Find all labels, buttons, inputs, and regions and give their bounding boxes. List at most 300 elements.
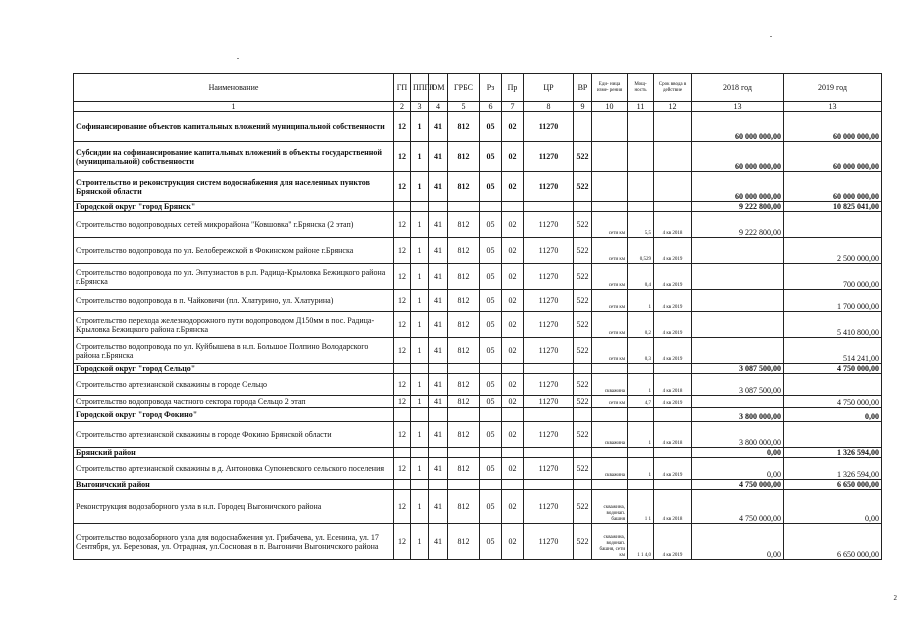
cell-cr (524, 448, 574, 458)
cell-name: Строительство водопровода в п. Чайковичи (пл. Хлатурино, ул. Хлатурина) (74, 290, 394, 312)
cell-cap (628, 202, 654, 212)
cell-pr (502, 448, 524, 458)
cell-date (654, 112, 692, 142)
cell-om: 41 (429, 312, 448, 338)
cell-name: Городской округ "город Сельцо" (74, 364, 394, 374)
cell-unit (592, 172, 628, 202)
table-row (74, 458, 882, 480)
cell-cr (524, 364, 574, 374)
cell-name: Строительство перехода железнодорожного пути водопроводом Д150мм в пос. Радица-Крыловка Бежицкого района г.Брянска (74, 312, 394, 338)
cell-vr (574, 112, 592, 142)
scan-speck (237, 58, 239, 59)
cell-vr: 522 (574, 524, 592, 560)
column-number: 8 (524, 102, 574, 112)
section-row (74, 364, 882, 374)
cell-grbs: 812 (448, 290, 480, 312)
cell-pr: 02 (502, 396, 524, 408)
cell-date: 4 кв 2018 (654, 422, 692, 448)
cell-name: Субсидии на софинансирование капитальных вложений в объекты государственной (муниципальной) собственности (74, 142, 394, 172)
cell-cr: 11270 (524, 458, 574, 480)
cell-ppg: 1 (411, 374, 429, 396)
cell-date: 4 кв 2019 (654, 396, 692, 408)
cell-unit (592, 112, 628, 142)
cell-vr: 522 (574, 172, 592, 202)
cell-cr: 11270 (524, 312, 574, 338)
section-row (74, 480, 882, 490)
cell-y2018: 4 750 000,00 (692, 480, 784, 490)
cell-gp (394, 480, 411, 490)
cell-name: Строительство водопроводных сетей микрорайона "Ковшовка" г.Брянска (2 этап) (74, 212, 394, 238)
cell-y2019: 0,00 (784, 408, 882, 422)
cell-unit (592, 202, 628, 212)
cell-ppg: 1 (411, 312, 429, 338)
section-row (74, 408, 882, 422)
table-row (74, 374, 882, 396)
cell-pr: 02 (502, 172, 524, 202)
cell-pr: 02 (502, 524, 524, 560)
cell-grbs: 812 (448, 458, 480, 480)
cell-unit: скважина (592, 422, 628, 448)
cell-y2018 (692, 264, 784, 290)
cell-date (654, 172, 692, 202)
cell-gp: 12 (394, 142, 411, 172)
cell-gp: 12 (394, 458, 411, 480)
cell-ppg: 1 (411, 142, 429, 172)
cell-rz: 05 (480, 490, 502, 524)
header-unit: Еди- ница изме- рения (592, 74, 628, 102)
column-number: 13 (692, 102, 784, 112)
table-row (74, 264, 882, 290)
header-row (74, 74, 882, 102)
cell-y2019: 60 000 000,00 (784, 142, 882, 172)
cell-date: 4 кв 2018 (654, 212, 692, 238)
cell-pr: 02 (502, 312, 524, 338)
cell-cap: 1 (628, 458, 654, 480)
cell-vr: 522 (574, 422, 592, 448)
cell-cap (628, 408, 654, 422)
cell-ppg (411, 480, 429, 490)
cell-cap (628, 480, 654, 490)
cell-rz (480, 364, 502, 374)
column-number: 2 (394, 102, 411, 112)
cell-pr: 02 (502, 290, 524, 312)
cell-cap: 1 (628, 422, 654, 448)
cell-cap (628, 172, 654, 202)
cell-y2019: 2 500 000,00 (784, 238, 882, 264)
cell-name: Реконструкция водозаборного узла в н.п. Городец Выгоничского района (74, 490, 394, 524)
cell-rz: 05 (480, 312, 502, 338)
cell-y2018: 60 000 000,00 (692, 112, 784, 142)
header-2019: 2019 год (784, 74, 882, 102)
cell-y2019: 514 241,00 (784, 338, 882, 364)
cell-rz: 05 (480, 396, 502, 408)
cell-y2018: 3 800 000,00 (692, 422, 784, 448)
cell-ppg: 1 (411, 172, 429, 202)
cell-grbs (448, 480, 480, 490)
cell-name: Строительство водопровода по ул. Белобережской в Фокинском районе г.Брянска (74, 238, 394, 264)
header-name: Наименование (74, 74, 394, 102)
cell-cr: 11270 (524, 338, 574, 364)
cell-y2018 (692, 338, 784, 364)
cell-gp (394, 408, 411, 422)
cell-date (654, 480, 692, 490)
cell-name: Софинансирование объектов капитальных вложений муниципальной собственности (74, 112, 394, 142)
column-number: 7 (502, 102, 524, 112)
cell-name: Строительство артезианской скважины в городе Фокино Брянской области (74, 422, 394, 448)
cell-unit (592, 480, 628, 490)
cell-y2019 (784, 212, 882, 238)
header-pr: Пр (502, 74, 524, 102)
cell-gp (394, 448, 411, 458)
column-number: 4 (429, 102, 448, 112)
cell-y2019: 5 410 800,00 (784, 312, 882, 338)
cell-om: 41 (429, 112, 448, 142)
cell-om: 41 (429, 374, 448, 396)
cell-name: Строительство водопровода частного сектора города Сельцо 2 этап (74, 396, 394, 408)
cell-unit: скважина (592, 374, 628, 396)
cell-gp: 12 (394, 374, 411, 396)
column-number: 3 (411, 102, 429, 112)
cell-unit: сети км (592, 238, 628, 264)
cell-pr (502, 202, 524, 212)
cell-vr: 522 (574, 374, 592, 396)
cell-rz: 05 (480, 338, 502, 364)
table-row (74, 290, 882, 312)
cell-gp: 12 (394, 264, 411, 290)
cell-y2019: 4 750 000,00 (784, 396, 882, 408)
cell-cap: 4,7 (628, 396, 654, 408)
cell-pr: 02 (502, 490, 524, 524)
cell-y2018 (692, 290, 784, 312)
column-number: 6 (480, 102, 502, 112)
table-row (74, 524, 882, 560)
cell-om (429, 448, 448, 458)
scan-speck (770, 36, 772, 37)
cell-unit: сети км (592, 312, 628, 338)
cell-cr (524, 408, 574, 422)
cell-ppg (411, 202, 429, 212)
cell-cr: 11270 (524, 422, 574, 448)
cell-cap: 0,529 (628, 238, 654, 264)
cell-date (654, 202, 692, 212)
cell-ppg: 1 (411, 238, 429, 264)
cell-rz: 05 (480, 290, 502, 312)
cell-gp: 12 (394, 112, 411, 142)
header-grbs: ГРБС (448, 74, 480, 102)
page-number: 2 (893, 594, 897, 602)
cell-cr: 11270 (524, 142, 574, 172)
cell-name: Брянский район (74, 448, 394, 458)
cell-om: 41 (429, 172, 448, 202)
cell-om: 41 (429, 524, 448, 560)
cell-y2019: 700 000,00 (784, 264, 882, 290)
cell-cr: 11270 (524, 490, 574, 524)
budget-table (73, 73, 882, 560)
cell-gp (394, 202, 411, 212)
cell-om: 41 (429, 422, 448, 448)
cell-rz (480, 448, 502, 458)
cell-vr: 522 (574, 312, 592, 338)
cell-date (654, 364, 692, 374)
cell-y2019: 4 750 000,00 (784, 364, 882, 374)
cell-date: 4 кв 2019 (654, 290, 692, 312)
cell-y2018: 60 000 000,00 (692, 142, 784, 172)
cell-ppg: 1 (411, 112, 429, 142)
cell-date: 4 кв 2018 (654, 490, 692, 524)
header-2018: 2018 год (692, 74, 784, 102)
cell-pr: 02 (502, 142, 524, 172)
cell-om: 41 (429, 264, 448, 290)
cell-om: 41 (429, 338, 448, 364)
cell-vr: 522 (574, 212, 592, 238)
cell-unit: скважина (592, 458, 628, 480)
cell-gp: 12 (394, 212, 411, 238)
cell-rz: 05 (480, 422, 502, 448)
cell-cap (628, 112, 654, 142)
cell-ppg: 1 (411, 212, 429, 238)
cell-name: Городской округ "город Брянск" (74, 202, 394, 212)
cell-rz: 05 (480, 264, 502, 290)
header-commission: Срок ввода в действие (654, 74, 692, 102)
cell-cr (524, 202, 574, 212)
cell-gp: 12 (394, 312, 411, 338)
cell-grbs: 812 (448, 264, 480, 290)
cell-pr: 02 (502, 374, 524, 396)
budget-table-sheet (73, 73, 882, 560)
cell-cr (524, 480, 574, 490)
cell-y2019: 6 650 000,00 (784, 524, 882, 560)
cell-vr: 522 (574, 142, 592, 172)
cell-rz (480, 408, 502, 422)
cell-grbs: 812 (448, 490, 480, 524)
header-om: ОМ (429, 74, 448, 102)
cell-ppg: 1 (411, 458, 429, 480)
cell-gp: 12 (394, 422, 411, 448)
cell-unit (592, 364, 628, 374)
cell-y2018 (692, 238, 784, 264)
column-number: 5 (448, 102, 480, 112)
column-number: 10 (592, 102, 628, 112)
table-row (74, 212, 882, 238)
cell-cap: 1 1 4,0 (628, 524, 654, 560)
cell-unit: сети км (592, 338, 628, 364)
section-row (74, 172, 882, 202)
cell-date (654, 448, 692, 458)
section-row (74, 142, 882, 172)
cell-name: Строительство водопровода по ул. Куйбышева в н.п. Большое Полпино Володарского района г.Брянска (74, 338, 394, 364)
cell-unit (592, 142, 628, 172)
cell-gp: 12 (394, 238, 411, 264)
cell-cap (628, 142, 654, 172)
cell-y2019: 60 000 000,00 (784, 172, 882, 202)
cell-om (429, 202, 448, 212)
cell-cap (628, 448, 654, 458)
cell-date: 4 кв 2019 (654, 312, 692, 338)
column-number: 13 (784, 102, 882, 112)
cell-unit (592, 448, 628, 458)
cell-pr: 02 (502, 238, 524, 264)
cell-cap: 1 (628, 374, 654, 396)
cell-name: Строительство водозаборного узла для водоснабжения ул. Грибачева, ул. Есенина, ул. 17 Сентября, ул. Березовая, ул. Отрадная, ул.Сосновая в п. Выгоничи Выгоничского района (74, 524, 394, 560)
cell-y2018: 3 800 000,00 (692, 408, 784, 422)
cell-date (654, 408, 692, 422)
cell-om (429, 364, 448, 374)
cell-y2018: 3 087 500,00 (692, 374, 784, 396)
cell-cap: 0,2 (628, 312, 654, 338)
cell-rz (480, 480, 502, 490)
cell-ppg: 1 (411, 524, 429, 560)
cell-vr (574, 408, 592, 422)
cell-grbs (448, 202, 480, 212)
cell-y2019: 0,00 (784, 490, 882, 524)
cell-y2018: 9 222 800,00 (692, 212, 784, 238)
cell-gp: 12 (394, 524, 411, 560)
cell-vr (574, 364, 592, 374)
cell-cap: 0,3 (628, 338, 654, 364)
cell-pr: 02 (502, 112, 524, 142)
cell-grbs (448, 408, 480, 422)
cell-cr: 11270 (524, 264, 574, 290)
cell-cap: 1 1 (628, 490, 654, 524)
cell-unit: скважина, водонап. башня (592, 490, 628, 524)
cell-vr (574, 448, 592, 458)
cell-pr: 02 (502, 338, 524, 364)
cell-om: 41 (429, 458, 448, 480)
cell-cap: 0,4 (628, 264, 654, 290)
cell-date: 4 кв 2019 (654, 264, 692, 290)
cell-unit: скважина, водонап. башня, сети км (592, 524, 628, 560)
section-row (74, 448, 882, 458)
header-gp: ГП (394, 74, 411, 102)
cell-vr (574, 480, 592, 490)
cell-unit: сети км (592, 212, 628, 238)
cell-cr: 11270 (524, 290, 574, 312)
section-row (74, 112, 882, 142)
cell-grbs (448, 364, 480, 374)
cell-rz: 05 (480, 374, 502, 396)
cell-y2018: 4 750 000,00 (692, 490, 784, 524)
cell-cap: 1 (628, 290, 654, 312)
cell-grbs: 812 (448, 312, 480, 338)
cell-gp: 12 (394, 338, 411, 364)
cell-y2019: 60 000 000,00 (784, 112, 882, 142)
cell-grbs: 812 (448, 142, 480, 172)
cell-rz: 05 (480, 238, 502, 264)
column-number: 9 (574, 102, 592, 112)
cell-om: 41 (429, 396, 448, 408)
column-number-row (74, 102, 882, 112)
table-row (74, 338, 882, 364)
cell-y2019: 1 326 594,00 (784, 458, 882, 480)
cell-unit: сети км (592, 396, 628, 408)
cell-ppg: 1 (411, 290, 429, 312)
cell-date: 4 кв 2019 (654, 458, 692, 480)
table-row (74, 396, 882, 408)
table-row (74, 238, 882, 264)
cell-y2018: 0,00 (692, 524, 784, 560)
cell-unit: сети км (592, 290, 628, 312)
cell-pr: 02 (502, 458, 524, 480)
cell-pr: 02 (502, 422, 524, 448)
cell-y2019: 6 650 000,00 (784, 480, 882, 490)
cell-gp: 12 (394, 490, 411, 524)
cell-y2018: 3 087 500,00 (692, 364, 784, 374)
cell-pr: 02 (502, 212, 524, 238)
cell-name: Строительство водопровода по ул. Энтузиастов в р.п. Радица-Крыловка Бежицкого района г.Брянска (74, 264, 394, 290)
cell-y2019: 10 825 041,00 (784, 202, 882, 212)
cell-pr (502, 364, 524, 374)
cell-y2018 (692, 312, 784, 338)
cell-name: Строительство артезианской скважины в д. Антоновка Супоневского сельского поселения (74, 458, 394, 480)
cell-vr: 522 (574, 490, 592, 524)
cell-rz: 05 (480, 458, 502, 480)
cell-rz: 05 (480, 112, 502, 142)
cell-name: Строительство и реконструкция систем водоснабжения для населенных пунктов Брянской области (74, 172, 394, 202)
cell-name: Городской округ "город Фокино" (74, 408, 394, 422)
cell-vr: 522 (574, 396, 592, 408)
cell-om (429, 480, 448, 490)
cell-vr: 522 (574, 290, 592, 312)
cell-grbs: 812 (448, 338, 480, 364)
cell-cap: 5,5 (628, 212, 654, 238)
section-row (74, 202, 882, 212)
cell-pr: 02 (502, 264, 524, 290)
cell-y2019: 1 326 594,00 (784, 448, 882, 458)
cell-ppg (411, 364, 429, 374)
cell-grbs: 812 (448, 524, 480, 560)
cell-unit (592, 408, 628, 422)
cell-ppg: 1 (411, 396, 429, 408)
cell-y2019: 1 700 000,00 (784, 290, 882, 312)
cell-om (429, 408, 448, 422)
cell-y2019 (784, 422, 882, 448)
cell-om: 41 (429, 290, 448, 312)
cell-om: 41 (429, 238, 448, 264)
cell-ppg: 1 (411, 422, 429, 448)
cell-grbs: 812 (448, 422, 480, 448)
cell-rz: 05 (480, 142, 502, 172)
cell-date: 4 кв 2019 (654, 238, 692, 264)
cell-ppg: 1 (411, 264, 429, 290)
cell-y2019 (784, 374, 882, 396)
header-capacity: Мощ- ность (628, 74, 654, 102)
cell-rz: 05 (480, 524, 502, 560)
cell-date: 4 кв 2019 (654, 524, 692, 560)
cell-grbs: 812 (448, 172, 480, 202)
header-vr: ВР (574, 74, 592, 102)
cell-cr: 11270 (524, 374, 574, 396)
cell-grbs (448, 448, 480, 458)
cell-rz: 05 (480, 172, 502, 202)
header-cr: ЦР (524, 74, 574, 102)
cell-vr (574, 202, 592, 212)
cell-om: 41 (429, 490, 448, 524)
cell-cr: 11270 (524, 524, 574, 560)
column-number: 12 (654, 102, 692, 112)
column-number: 1 (74, 102, 394, 112)
column-number: 11 (628, 102, 654, 112)
cell-gp: 12 (394, 396, 411, 408)
cell-vr: 522 (574, 264, 592, 290)
header-rz: Рз (480, 74, 502, 102)
cell-gp: 12 (394, 172, 411, 202)
cell-ppg: 1 (411, 490, 429, 524)
cell-date: 4 кв 2019 (654, 338, 692, 364)
cell-cr: 11270 (524, 238, 574, 264)
cell-vr: 522 (574, 238, 592, 264)
cell-grbs: 812 (448, 212, 480, 238)
cell-y2018: 9 222 800,00 (692, 202, 784, 212)
